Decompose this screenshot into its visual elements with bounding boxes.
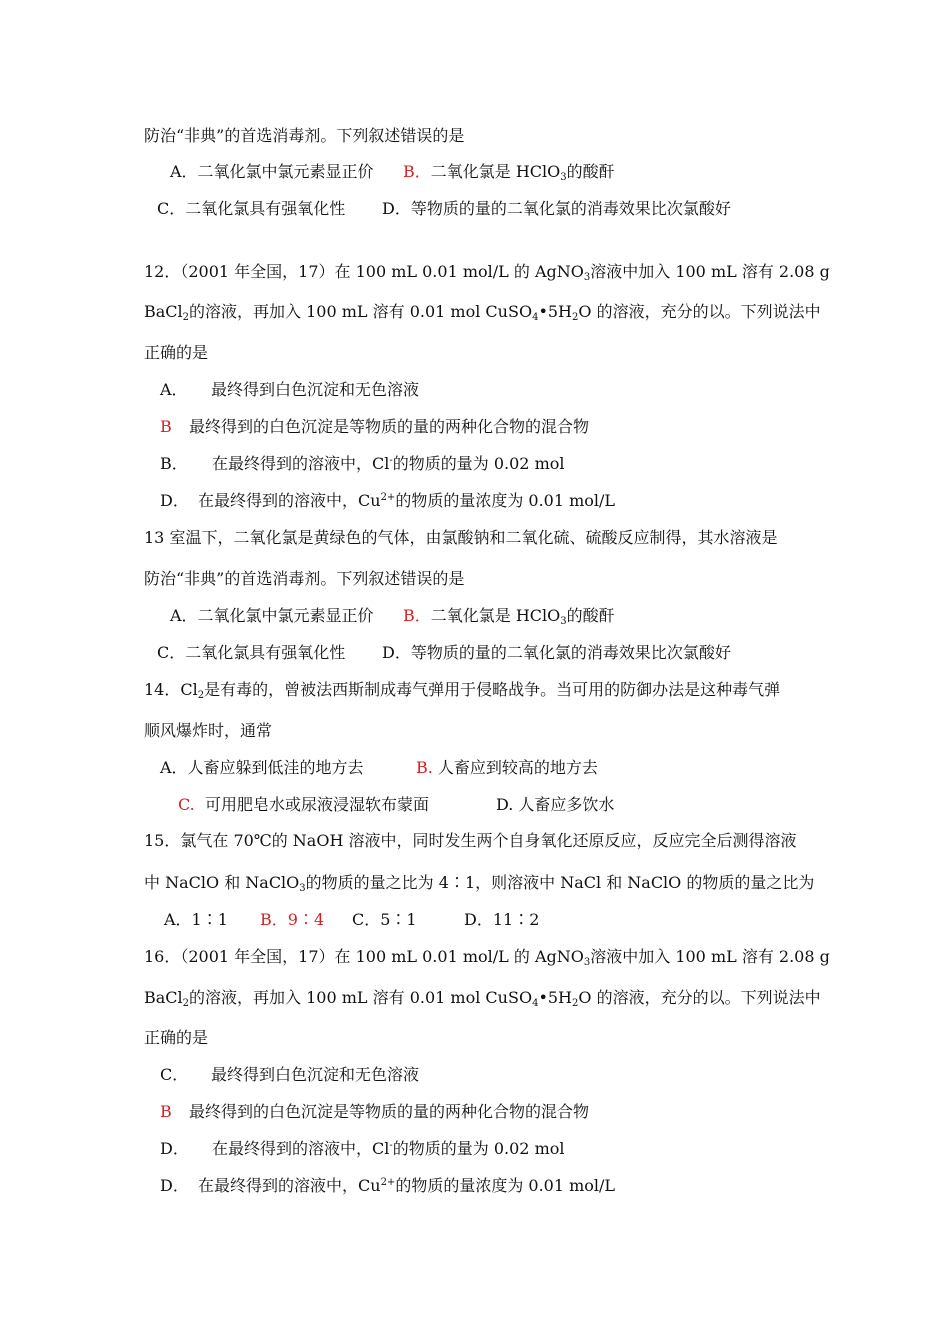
q13-option-d: D．等物质的量的二氧化氯的消毒效果比次氯酸好: [382, 643, 731, 662]
q14-stem-line1: 14．$Cl_2$是有毒的，曾被法西斯制成毒气弹用于侵略战争。当可用的防御办法是这种毒气弹: [144, 680, 781, 701]
q12-stem-line3: 正确的是: [144, 343, 209, 362]
q15-stem-line1: 15．氯气在 70℃的 NaOH 溶液中，同时发生两个自身氧化还原反应，反应完全后测得溶液: [144, 831, 797, 850]
q13-option-b: B．二氧化氯是 HClO$_3$的酸酐: [403, 606, 615, 627]
q16-option-c-label: C．: [160, 1065, 189, 1084]
q12-option-d-label: D．: [160, 491, 189, 510]
q15-option-d: D．11∶2: [464, 910, 540, 929]
q11-option-d: D．等物质的量的二氧化氯的消毒效果比次氯酸好: [382, 199, 731, 218]
q13-option-c: C．二氧化氯具有强氧化性: [157, 643, 346, 662]
q12-option-d-text: 在最终得到的溶液中，$Cu^{2+}$的物质的量浓度为 0.01 mol/L: [198, 491, 616, 510]
q11-option-b: B．二氧化氯是 HClO$_3$的酸酐: [403, 162, 615, 183]
q12-stem-line1: 12．（2001 年全国，17）在 100 mL 0.01 mol/L 的 AgNO$_3$溶液中加入 100 mL 溶有 2.08 g: [144, 262, 830, 283]
q12-option-b2-text: 在最终得到的溶液中，Cl-的物质的量为 0.02 mol: [212, 454, 565, 473]
q13-stem-line1: 13 室温下，二氧化氯是黄绿色的气体，由氯酸钠和二氧化硫、硫酸反应制得，其水溶液是: [144, 528, 778, 547]
q14-option-d: D. 人畜应多饮水: [496, 795, 615, 814]
q12-option-a-text: 最终得到白色沉淀和无色溶液: [211, 380, 420, 399]
q13-option-b-label: B．: [403, 606, 431, 625]
q15-option-b: B．9∶4: [260, 910, 325, 929]
q14-stem-line2: 顺风爆炸时，通常: [144, 721, 273, 740]
q16-stem-line1: 16．（2001 年全国，17）在 100 mL 0.01 mol/L 的 AgNO$_3$溶液中加入 100 mL 溶有 2.08 g: [144, 947, 830, 968]
q16-option-c-text: 最终得到白色沉淀和无色溶液: [211, 1065, 420, 1084]
q15-option-c: C．5∶1: [352, 910, 417, 929]
q12-stem-line2: BaCl$_2$的溶液，再加入 100 mL 溶有 0.01 mol $CuSO_4•5H_2O$ 的溶液，充分的以。下列说法中: [144, 302, 821, 323]
q16-option-d1-text: 在最终得到的溶液中，Cl-的物质的量为 0.02 mol: [212, 1139, 565, 1158]
q11-option-b-label: B．: [403, 162, 431, 181]
q16-option-d2-label: D．: [160, 1176, 189, 1195]
q13-stem-line2: 防治“非典”的首选消毒剂。下列叙述错误的是: [144, 569, 465, 588]
q16-option-b-text: 最终得到的白色沉淀是等物质的量的两种化合物的混合物: [189, 1102, 590, 1121]
q16-option-b-label: B: [160, 1102, 172, 1121]
q12-option-b2-label: B．: [160, 454, 188, 473]
q12-option-b-label: B: [160, 417, 172, 436]
q12-option-a: A．: [160, 380, 188, 399]
q16-stem-line2: BaCl$_2$的溶液，再加入 100 mL 溶有 0.01 mol $CuSO_4•5H_2O$ 的溶液，充分的以。下列说法中: [144, 988, 821, 1009]
q11-option-c: C．二氧化氯具有强氧化性: [157, 199, 346, 218]
q15-stem-line2: 中 NaClO 和 NaClO$_3$的物质的量之比为 4∶1，则溶液中 NaCl 和 NaClO 的物质的量之比为: [144, 873, 815, 894]
q14-option-a: A．人畜应躲到低洼的地方去: [160, 758, 364, 777]
q12-option-b-text: 最终得到的白色沉淀是等物质的量的两种化合物的混合物: [189, 417, 590, 436]
q16-stem-line3: 正确的是: [144, 1028, 209, 1047]
q16-option-d2-text: 在最终得到的溶液中，$Cu^{2+}$的物质的量浓度为 0.01 mol/L: [198, 1176, 616, 1195]
q16-option-d1-label: D．: [160, 1139, 189, 1158]
q13-option-a: A．二氧化氯中氯元素显正价: [170, 606, 374, 625]
q11-option-a: A．二氧化氯中氯元素显正价: [170, 162, 374, 181]
q14-option-b: B. 人畜应到较高的地方去: [416, 758, 598, 777]
q11-stem-continued: 防治“非典”的首选消毒剂。下列叙述错误的是: [144, 126, 465, 145]
q15-option-a: A．1∶1: [164, 910, 228, 929]
q14-option-c: C. 可用肥皂水或尿液浸湿软布蒙面: [178, 795, 429, 814]
